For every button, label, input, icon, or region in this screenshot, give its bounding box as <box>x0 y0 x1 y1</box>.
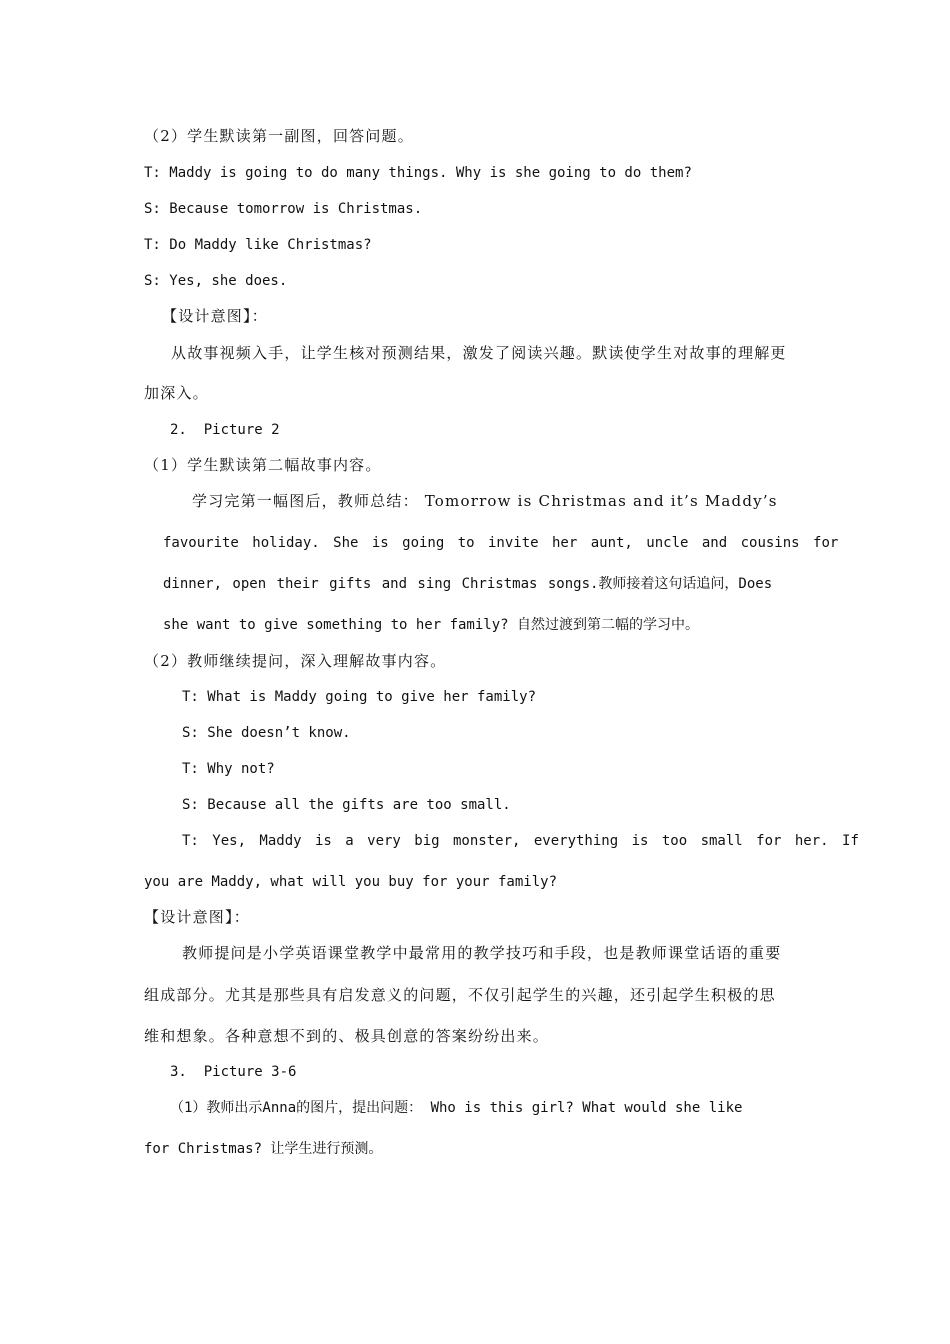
section-heading: 2. Picture 2 <box>170 422 280 438</box>
paragraph-line: she want to give something to her family? 自然过渡到第二幅的学习中。 <box>163 617 700 633</box>
step-heading: （2）教师继续提问，深入理解故事内容。 <box>144 652 447 670</box>
dialogue-line: S: Because tomorrow is Christmas. <box>144 201 423 217</box>
dialogue-line: T: Yes, Maddy is a very big monster, everything is too small for her. If <box>182 833 859 849</box>
dialogue-line: S: Because all the gifts are too small. <box>182 797 511 813</box>
step-heading: （1）教师出示Anna的图片，提出问题： Who is this girl? What would she like <box>170 1100 743 1116</box>
dialogue-line: T: Why not? <box>182 761 275 777</box>
dialogue-line: T: What is Maddy going to give her family? <box>182 689 537 705</box>
section-heading: 3. Picture 3-6 <box>170 1064 297 1080</box>
design-intent-label: 【设计意图】： <box>144 908 250 926</box>
design-intent-text: 教师提问是小学英语课堂教学中最常用的教学技巧和手段，也是教师课堂话语的重要 <box>182 944 782 962</box>
design-intent-label: 【设计意图】： <box>162 307 268 325</box>
paragraph-line: favourite holiday. She is going to invite her aunt, uncle and cousins for <box>163 535 839 551</box>
step-heading: （1）学生默读第二幅故事内容。 <box>144 456 382 474</box>
dialogue-line: T: Maddy is going to do many things. Why is she going to do them? <box>144 165 692 181</box>
dialogue-line: you are Maddy, what will you buy for your family? <box>144 874 558 890</box>
design-intent-text: 加深入。 <box>144 384 209 402</box>
paragraph-line: dinner, open their gifts and sing Christmas songs.教师接着这句话追问，Does <box>163 576 773 592</box>
design-intent-text: 组成部分。尤其是那些具有启发意义的问题，不仅引起学生的兴趣，还引起学生积极的思 <box>144 986 776 1004</box>
design-intent-text: 从故事视频入手，让学生核对预测结果，激发了阅读兴趣。默读使学生对故事的理解更 <box>171 344 787 362</box>
paragraph-line: for Christmas? 让学生进行预测。 <box>144 1141 383 1157</box>
design-intent-text: 维和想象。各种意想不到的、极具创意的答案纷纷出来。 <box>144 1027 550 1045</box>
paragraph-line: 学习完第一幅图后，教师总结： Tomorrow is Christmas and it’s Maddy’s <box>192 492 778 510</box>
dialogue-line: S: She doesn’t know. <box>182 725 351 741</box>
dialogue-line: S: Yes, she does. <box>144 273 288 289</box>
dialogue-line: T: Do Maddy like Christmas? <box>144 237 372 253</box>
step-heading: （2）学生默读第一副图，回答问题。 <box>144 127 414 145</box>
